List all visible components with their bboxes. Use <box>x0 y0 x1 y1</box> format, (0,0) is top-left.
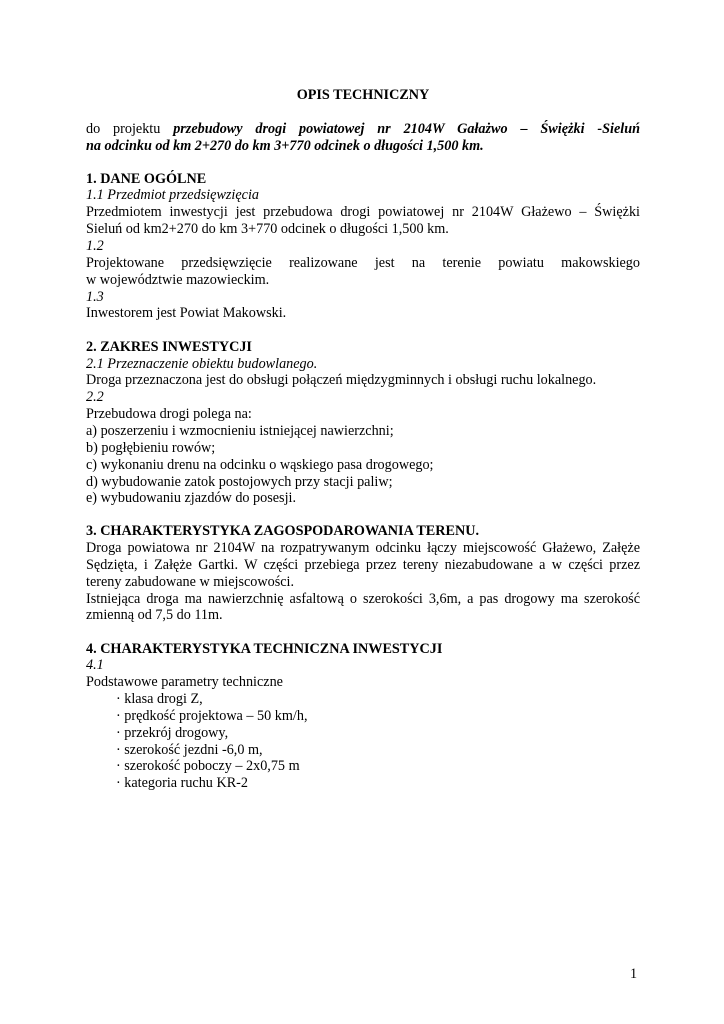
section-1-2-subheading: 1.2 <box>86 238 104 254</box>
list-item: · przekrój drogowy, <box>116 725 229 741</box>
list-item: e) wybudowaniu zjazdów do posesji. <box>86 490 297 506</box>
section-3-line-2: Sędzięta, i Załęże Gartki. W części przebiega przez tereny niezabudowane a w części przez <box>86 557 640 573</box>
section-2-2-text: Przebudowa drogi polega na: <box>86 406 252 422</box>
section-1-3-subheading: 1.3 <box>86 289 104 305</box>
list-item: b) pogłębieniu rowów; <box>86 440 216 456</box>
section-2-1-text: Droga przeznaczona jest do obsługi połączeń międzygminnych i obsługi ruchu lokalnego. <box>86 372 597 388</box>
section-2-1-subheading: 2.1 Przeznaczenie obiektu budowlanego. <box>86 356 318 372</box>
section-1-1-line-2: Sieluń od km2+270 do km 3+770 odcinek o długości 1,500 km. <box>86 221 449 237</box>
list-item: c) wykonaniu drenu na odcinku o wąskiego pasa drogowego; <box>86 457 434 473</box>
section-2-2-subheading: 2.2 <box>86 389 104 405</box>
section-1-2-line-1: Projektowane przedsięwzięcie realizowane jest na terenie powiatu makowskiego <box>86 255 640 271</box>
list-item: · kategoria ruchu KR-2 <box>116 775 248 791</box>
section-3-line-5: zmienną od 7,5 do 11m. <box>86 607 223 623</box>
document-title: OPIS TECHNICZNY <box>296 87 430 103</box>
intro-line-2: na odcinku od km 2+270 do km 3+770 odcinek o długości 1,500 km. <box>86 138 484 154</box>
section-1-heading: 1. DANE OGÓLNE <box>86 171 207 187</box>
document-page <box>86 0 640 1024</box>
list-item: · szerokość jezdni -6,0 m, <box>116 742 263 758</box>
list-item: · prędkość projektowa – 50 km/h, <box>116 708 308 724</box>
section-4-1-text: Podstawowe parametry techniczne <box>86 674 283 690</box>
list-item: a) poszerzeniu i wzmocnieniu istniejącej nawierzchni; <box>86 423 394 439</box>
intro-line-1 <box>86 121 640 138</box>
section-2-heading: 2. ZAKRES INWESTYCJI <box>86 339 252 355</box>
intro-prefix: do projektu <box>86 121 174 137</box>
section-3-line-3: tereny zabudowane w miejscowości. <box>86 574 295 590</box>
intro-project-name: przebudowy drogi powiatowej nr 2104W Gałażwo – Świężki -Sieluń <box>173 121 640 137</box>
section-1-3-text: Inwestorem jest Powiat Makowski. <box>86 305 287 321</box>
section-4-1-subheading: 4.1 <box>86 657 104 673</box>
section-1-2-line-2: w województwie mazowieckim. <box>86 272 270 288</box>
section-3-line-1: Droga powiatowa nr 2104W na rozpatrywanym odcinku łączy miejscowość Głażewo, Załęże <box>86 540 640 556</box>
section-1-1-line-1: Przedmiotem inwestycji jest przebudowa drogi powiatowej nr 2104W Głażewo – Świężki <box>86 204 640 220</box>
section-3-line-4: Istniejąca droga ma nawierzchnię asfaltową o szerokości 3,6m, a pas drogowy ma szerokość <box>86 591 640 607</box>
list-item: · klasa drogi Z, <box>116 691 203 707</box>
list-item: d) wybudowanie zatok postojowych przy stacji paliw; <box>86 474 393 490</box>
section-4-heading: 4. CHARAKTERYSTYKA TECHNICZNA INWESTYCJI <box>86 641 443 657</box>
page-number: 1 <box>630 966 638 982</box>
list-item: · szerokość poboczy – 2x0,75 m <box>116 758 300 774</box>
section-1-1-subheading: 1.1 Przedmiot przedsięwzięcia <box>86 187 259 203</box>
section-3-heading: 3. CHARAKTERYSTYKA ZAGOSPODAROWANIA TERENU. <box>86 523 479 539</box>
